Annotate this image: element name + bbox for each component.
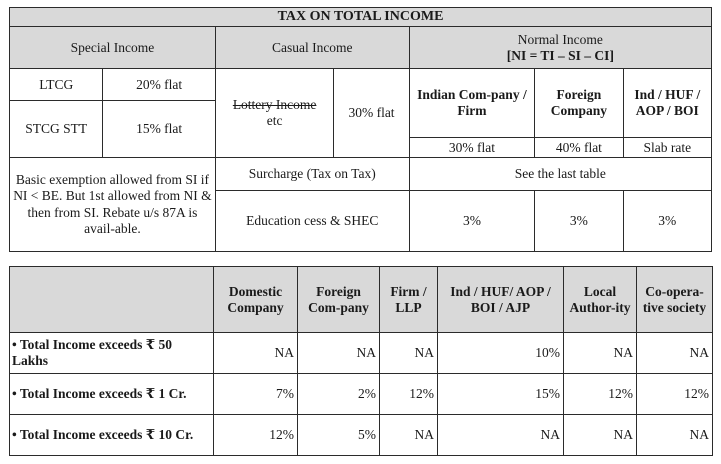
lottery-income-label — [215, 69, 334, 158]
header-firm-llp: Firm / LLP — [380, 267, 438, 333]
header-domestic-company: Domestic Company — [214, 267, 298, 333]
table-row — [10, 414, 713, 455]
cess-label: Education cess & SHEC — [215, 191, 409, 252]
lottery-income-line2: etc — [266, 113, 283, 128]
header-local-authority: Local Author-ity — [564, 267, 637, 333]
row-label: • Total Income exceeds ₹ 50 Lakhs — [10, 333, 214, 373]
table-row — [10, 373, 713, 414]
table-row — [10, 333, 713, 373]
cess-ind-huf: 3% — [623, 191, 711, 252]
indian-company-header: Indian Com-pany / Firm — [409, 69, 535, 138]
cell-value: 10% — [438, 333, 564, 373]
cell-value: NA — [564, 414, 637, 455]
cell-value: NA — [380, 333, 438, 373]
indian-company-rate: 30% flat — [409, 138, 535, 158]
table-title: TAX ON TOTAL INCOME — [10, 8, 712, 27]
header-cooperative-society: Co-opera-tive society — [637, 267, 713, 333]
surcharge-table — [9, 266, 713, 456]
stcg-rate: 15% flat — [103, 101, 215, 158]
foreign-company-rate: 40% flat — [535, 138, 623, 158]
tax-on-total-income-table — [9, 7, 712, 252]
ltcg-rate: 20% flat — [103, 69, 215, 101]
cell-value: 5% — [298, 414, 380, 455]
lottery-income-line1: Lottery Income — [232, 97, 317, 112]
row-label: • Total Income exceeds ₹ 1 Cr. — [10, 373, 214, 414]
basic-exemption-note: Basic exemption allowed from SI if NI < BE. But 1st allowed from NI & then from SI. Rebate u/s 87A is avail-able. — [10, 158, 216, 252]
ltcg-label: LTCG — [10, 69, 103, 101]
cell-value: NA — [438, 414, 564, 455]
special-income-header: Special Income — [10, 27, 216, 69]
cell-value: NA — [637, 414, 713, 455]
cell-value: 12% — [214, 414, 298, 455]
cess-indian-company: 3% — [409, 191, 535, 252]
cell-value: 12% — [637, 373, 713, 414]
corner-cell — [10, 267, 214, 333]
cell-value: NA — [214, 333, 298, 373]
header-foreign-company: Foreign Com-pany — [298, 267, 380, 333]
cell-value: NA — [380, 414, 438, 455]
header-ind-huf-aop-boi-ajp: Ind / HUF/ AOP / BOI / AJP — [438, 267, 564, 333]
ind-huf-header: Ind / HUF / AOP / BOI — [623, 69, 711, 138]
cell-value: 7% — [214, 373, 298, 414]
surcharge-label: Surcharge (Tax on Tax) — [215, 158, 409, 191]
cell-value: 2% — [298, 373, 380, 414]
row-label: • Total Income exceeds ₹ 10 Cr. — [10, 414, 214, 455]
casual-income-header: Casual Income — [215, 27, 409, 69]
cess-foreign-company: 3% — [535, 191, 623, 252]
ind-huf-rate: Slab rate — [623, 138, 711, 158]
stcg-label: STCG STT — [10, 101, 103, 158]
normal-income-formula: [NI = TI – SI – CI] — [506, 47, 614, 63]
normal-income-header — [409, 27, 711, 69]
cell-value: 15% — [438, 373, 564, 414]
surcharge-value: See the last table — [409, 158, 711, 191]
cell-value: NA — [298, 333, 380, 373]
cell-value: NA — [637, 333, 713, 373]
foreign-company-header: Foreign Company — [535, 69, 623, 138]
lottery-rate: 30% flat — [334, 69, 409, 158]
cell-value: 12% — [564, 373, 637, 414]
normal-income-title: Normal Income — [517, 31, 603, 47]
cell-value: 12% — [380, 373, 438, 414]
cell-value: NA — [564, 333, 637, 373]
